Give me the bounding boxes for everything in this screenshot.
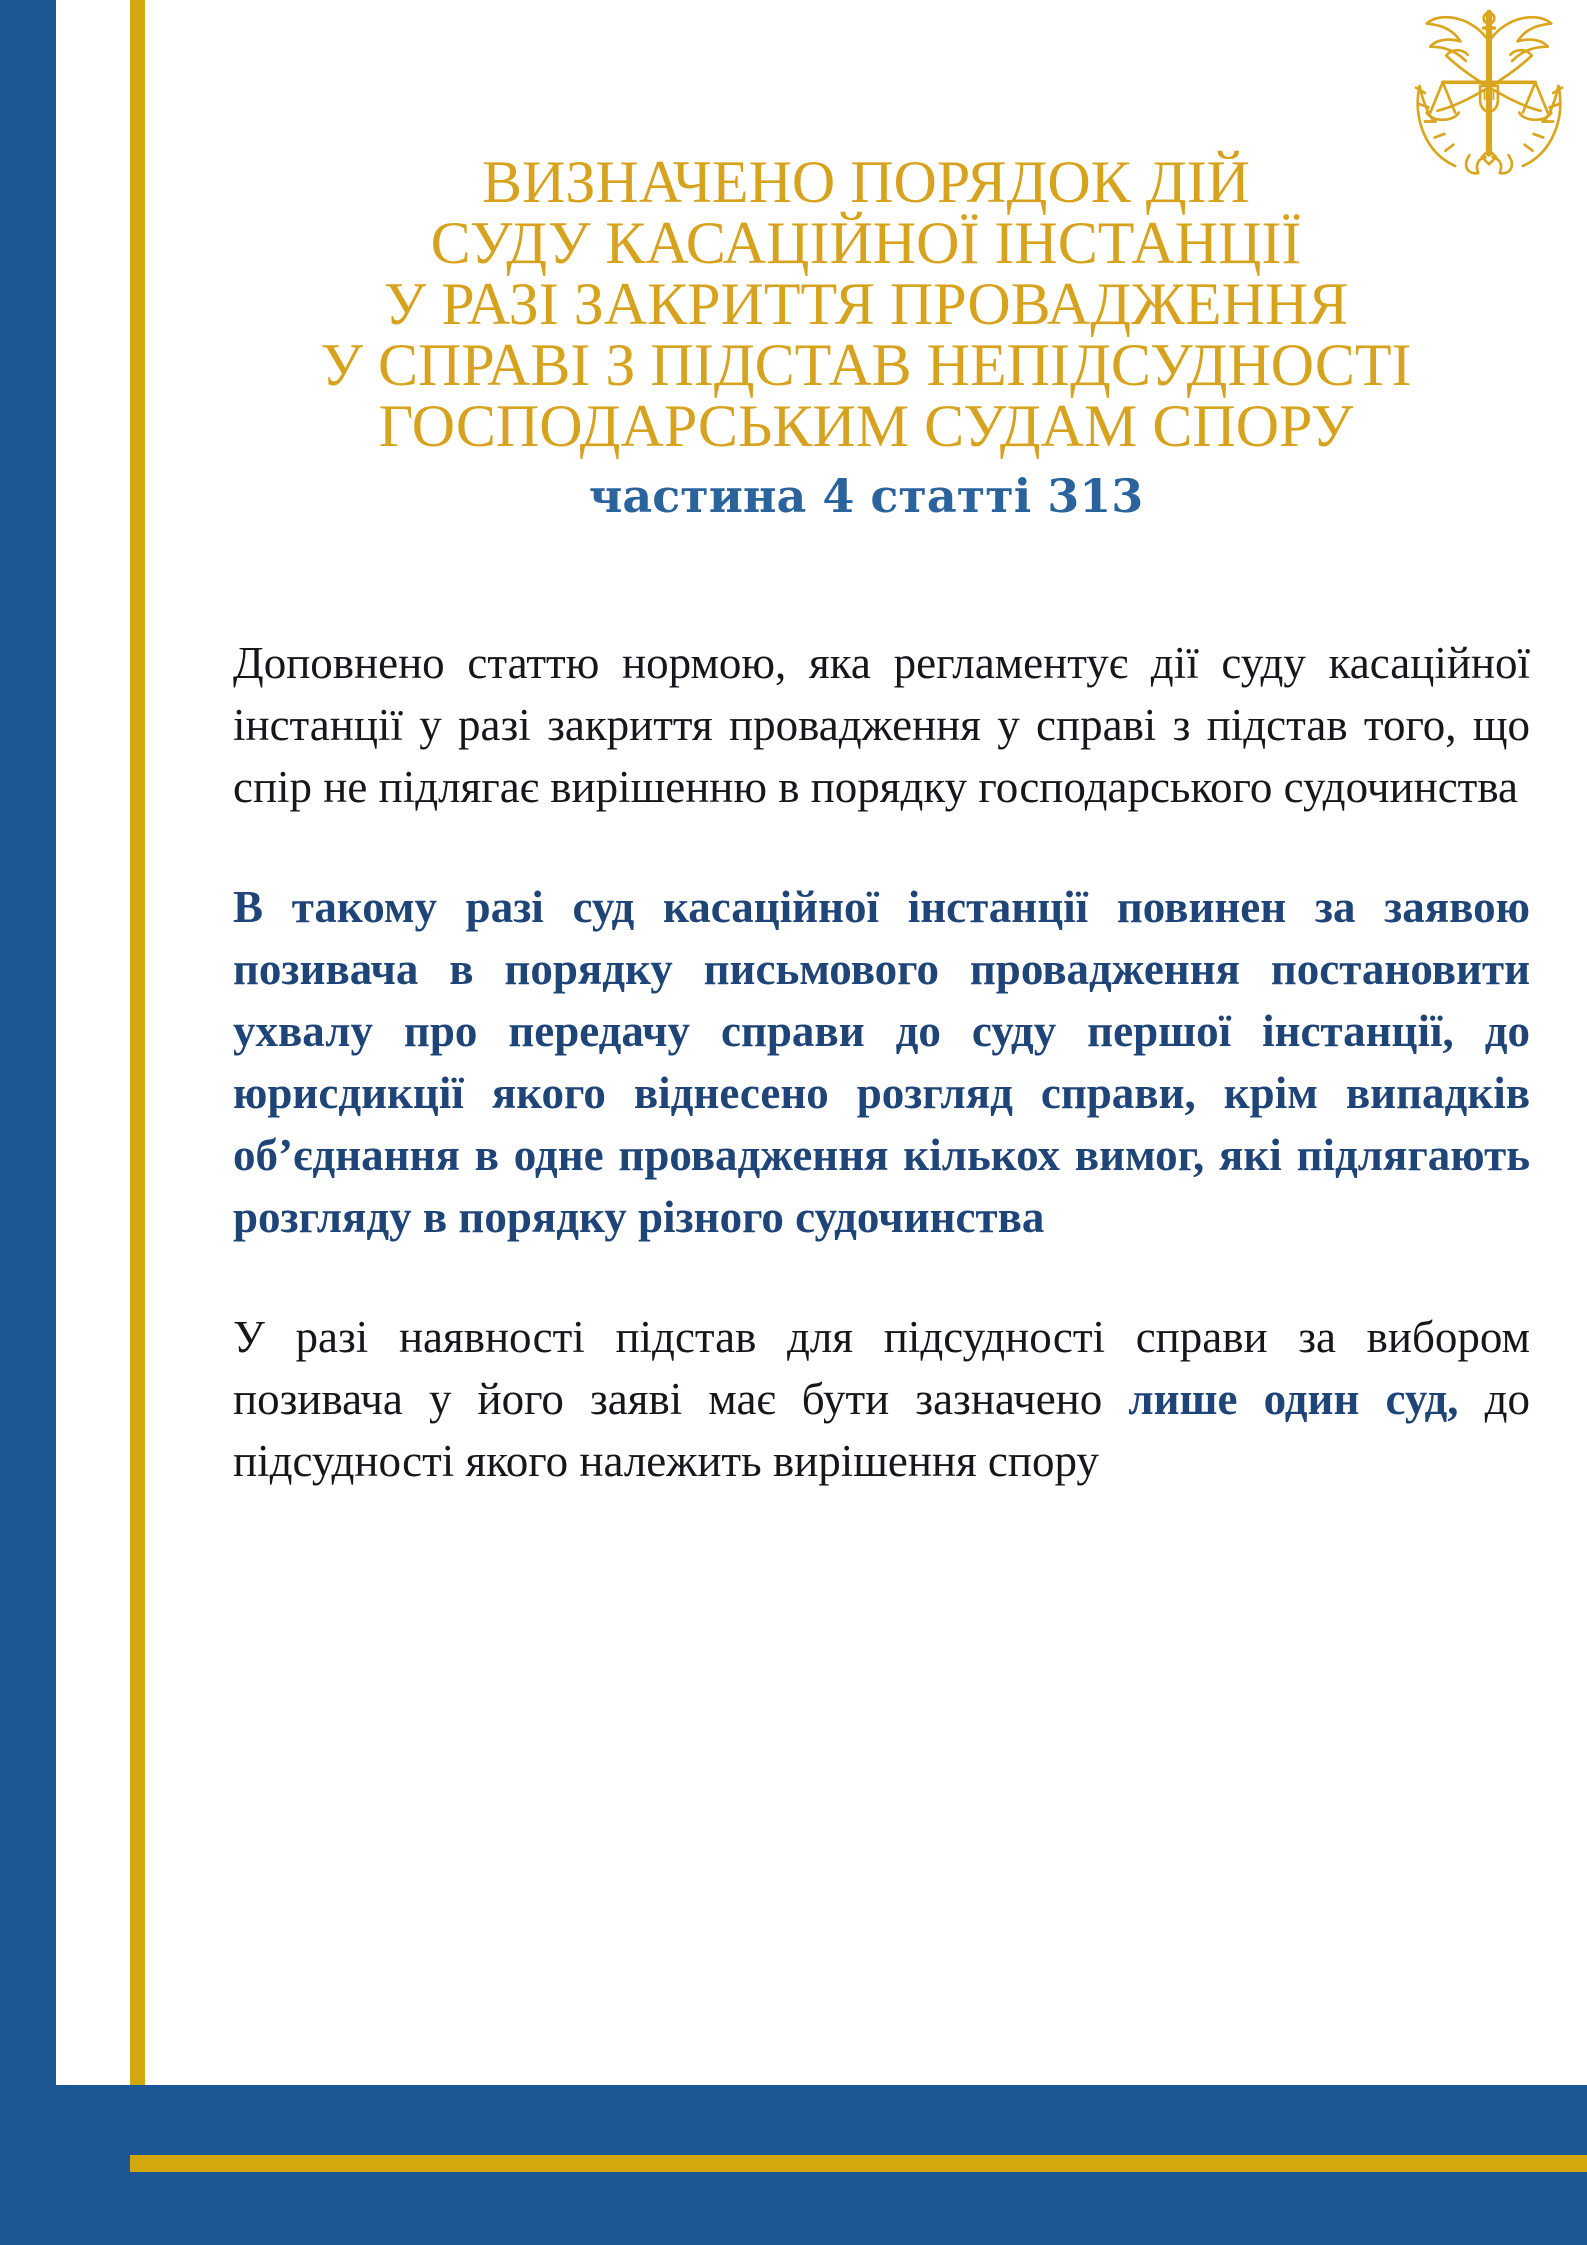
paragraph-intro: Доповнено статтю нормою, яка регламентує дії суду касаційної інстанції у разі закриття провадження у справі з підстав того, що спір не підлягає вирішенню в порядку господарського судочинства xyxy=(233,638,1530,812)
page-title xyxy=(145,149,1587,459)
title-line: У РАЗІ ЗАКРИТТЯ ПРОВАДЖЕННЯ xyxy=(383,271,1349,337)
paragraph-rule: В такому разі суд касаційної інстанції повинен за заявою позивача в порядку письмового провадження постановити ухвалу про передачу справи до суду першої інстанції, до юрисдикції якого віднесено розгляд справи, крім випадків об’єднання в одне провадження кількох вимог, які підлягають розгляду в порядку різного судочинства xyxy=(233,882,1530,1242)
title-line: ГОСПОДАРСЬКИМ СУДАМ СПОРУ xyxy=(378,393,1354,459)
left-blue-border xyxy=(0,0,56,2245)
title-line: ВИЗНАЧЕНО ПОРЯДОК ДІЙ xyxy=(481,149,1251,215)
paragraph-choice-emphasis: лише один суд, xyxy=(1128,1374,1459,1424)
paragraph-choice xyxy=(233,1306,1530,1492)
body-content xyxy=(145,632,1587,1492)
paragraph-choice-start: У разі наявності підстав для підсудності справи за вибором позивача у його заяві має бути зазначено xyxy=(233,1312,1530,1424)
title-line: У СПРАВІ З ПІДСТАВ НЕПІДСУДНОСТІ xyxy=(320,332,1412,398)
article-reference-subtitle: частина 4 статті 313 xyxy=(588,469,1144,523)
gold-horizontal-line xyxy=(130,2155,1587,2172)
gold-vertical-line xyxy=(130,0,145,2172)
title-line: СУДУ КАСАЦІЙНОЇ ІНСТАНЦІЇ xyxy=(430,210,1302,276)
header xyxy=(145,149,1587,524)
paragraph-choice-end: до підсудності якого належить вирішення спору xyxy=(233,1374,1531,1486)
